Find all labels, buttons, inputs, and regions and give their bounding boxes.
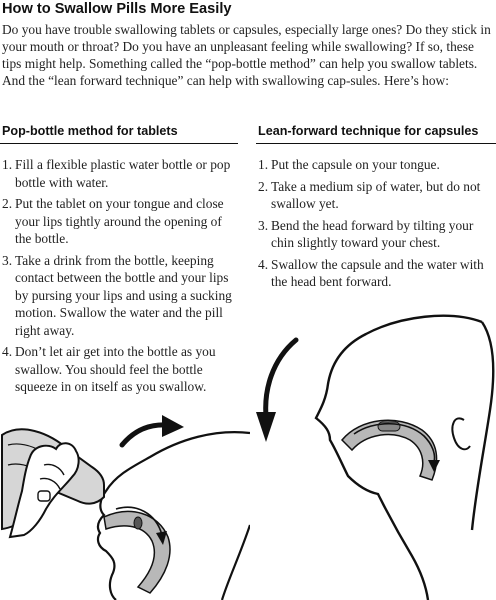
step-number: 3. xyxy=(258,217,269,233)
curved-arrow-icon xyxy=(266,340,296,416)
list-item xyxy=(258,256,494,291)
list-item xyxy=(2,195,238,248)
step-number: 1. xyxy=(258,157,269,172)
left-heading-rule xyxy=(0,143,238,144)
head-back xyxy=(222,525,250,600)
step-text: Take a drink from the bottle, keeping contact between the bottle and your lips by pursing your lips and using a sucking motion. Swallow the water and the pill right away. xyxy=(15,252,232,338)
document-title: How to Swallow Pills More Easily xyxy=(2,1,232,17)
right-heading-rule xyxy=(256,143,496,144)
list-item xyxy=(2,252,238,340)
step-number: 4. xyxy=(258,256,269,272)
pop-bottle-illustration xyxy=(0,405,250,600)
step-number: 1. xyxy=(2,157,13,172)
list-item xyxy=(258,217,494,252)
ear-icon xyxy=(452,418,470,449)
arrow-head-icon xyxy=(256,412,276,442)
lean-forward-heading: Lean-forward technique for capsules xyxy=(258,124,479,138)
intro-paragraph: Do you have trouble swallowing tablets or capsules, especially large ones? Do they stick in your mouth or throat? Do you have an unpleasant feeling while swallowing? If so, these tips might help. Something called the “pop-bottle method” can help you swallow tablets. And the “lean forward technique” can help with swallowing cap-sules. Here’s how: xyxy=(2,22,491,88)
step-number: 2. xyxy=(258,178,269,194)
lean-forward-steps xyxy=(258,156,494,295)
head-profile xyxy=(316,316,482,600)
step-number: 3. xyxy=(2,252,13,268)
list-item xyxy=(2,156,238,191)
list-item xyxy=(2,343,238,396)
step-text: Swallow the capsule and the water with the head bent forward. xyxy=(271,256,484,289)
tablet-icon xyxy=(134,517,142,529)
step-text: Put the capsule on your tongue. xyxy=(271,157,440,172)
step-text: Fill a flexible plastic water bottle or pop bottle with water. xyxy=(15,157,231,190)
pop-bottle-heading: Pop-bottle method for tablets xyxy=(2,124,178,138)
arrow-head-icon xyxy=(162,415,184,437)
step-text: Don’t let air get into the bottle as you swallow. You should feel the bottle squeeze in on itself as you swallow. xyxy=(15,344,216,394)
head-back xyxy=(472,322,493,530)
step-text: Take a medium sip of water, but do not swallow yet. xyxy=(271,178,481,211)
step-number: 2. xyxy=(2,196,13,211)
pop-bottle-steps xyxy=(2,156,238,400)
list-item xyxy=(258,156,494,174)
step-text: Bend the head forward by tilting your chin slightly toward your chest. xyxy=(271,217,474,250)
lean-forward-illustration xyxy=(250,300,496,600)
step-text: Put the tablet on your tongue and close your lips tightly around the opening of the bottle. xyxy=(15,196,224,246)
curved-arrow-icon xyxy=(122,425,168,445)
list-item xyxy=(258,178,494,213)
step-number: 4. xyxy=(2,344,13,359)
